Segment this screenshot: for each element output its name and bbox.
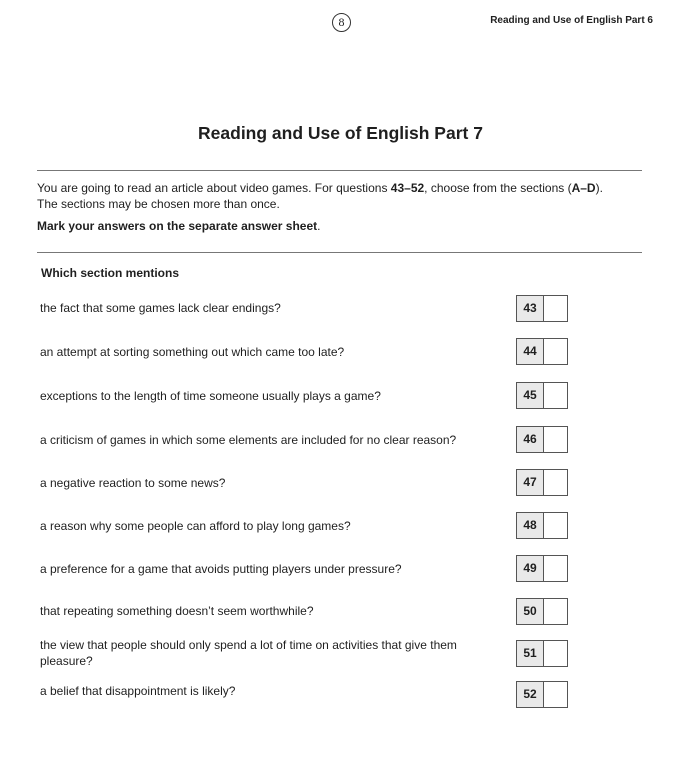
answer-slot[interactable] — [544, 383, 567, 408]
instructions — [37, 181, 647, 212]
answer-box[interactable] — [516, 512, 568, 539]
running-header: Reading and Use of English Part 6 — [490, 15, 653, 26]
divider-top — [37, 170, 642, 171]
answer-slot[interactable] — [544, 339, 567, 364]
answer-slot[interactable] — [544, 513, 567, 538]
question-range: 43–52 — [390, 181, 425, 195]
answer-slot[interactable] — [544, 682, 567, 707]
answer-slot[interactable] — [544, 556, 567, 581]
question-number: 48 — [517, 513, 544, 538]
answer-box[interactable] — [516, 640, 568, 667]
question-number: 49 — [517, 556, 544, 581]
mark-answers-period: . — [317, 219, 321, 233]
question-number: 46 — [517, 427, 544, 452]
question-number: 44 — [517, 339, 544, 364]
question-text: a preference for a game that avoids putting players under pressure? — [40, 562, 402, 576]
question-number: 43 — [517, 296, 544, 321]
instructions-text: The sections may be chosen more than once. — [37, 196, 280, 211]
divider-bottom — [37, 252, 642, 253]
question-text: a belief that disappointment is likely? — [40, 684, 236, 698]
answer-box[interactable] — [516, 426, 568, 453]
question-text: an attempt at sorting something out which came too late? — [40, 345, 345, 359]
answer-box[interactable] — [516, 598, 568, 625]
question-text: that repeating something doesn’t seem worthwhile? — [40, 604, 314, 618]
section-heading: Which section mentions — [41, 266, 180, 280]
instructions-text: ). — [595, 181, 603, 195]
instructions-text: You are going to read an article about video games. For questions — [37, 181, 391, 195]
answer-box[interactable] — [516, 295, 568, 322]
mark-answers-text: Mark your answers on the separate answer sheet — [37, 219, 318, 233]
answer-box[interactable] — [516, 555, 568, 582]
question-text: a criticism of games in which some elements are included for no clear reason? — [40, 433, 457, 447]
question-number: 50 — [517, 599, 544, 624]
page-number: 8 — [332, 13, 351, 32]
question-number: 45 — [517, 383, 544, 408]
answer-box[interactable] — [516, 382, 568, 409]
answer-slot[interactable] — [544, 427, 567, 452]
question-number: 47 — [517, 470, 544, 495]
answer-box[interactable] — [516, 469, 568, 496]
sections-range: A–D — [571, 181, 596, 195]
page-title: Reading and Use of English Part 7 — [198, 123, 483, 143]
instructions-text: , choose from the sections ( — [424, 181, 572, 195]
answer-slot[interactable] — [544, 599, 567, 624]
question-number: 52 — [517, 682, 544, 707]
question-text: exceptions to the length of time someone usually plays a game? — [40, 389, 381, 403]
answer-slot[interactable] — [544, 470, 567, 495]
answer-slot[interactable] — [544, 296, 567, 321]
question-text: the view that people should only spend a lot of time on activities that give them pleasure? — [40, 638, 457, 668]
question-text: a reason why some people can afford to play long games? — [40, 519, 351, 533]
answer-box[interactable] — [516, 681, 568, 708]
answer-slot[interactable] — [544, 641, 567, 666]
answer-box[interactable] — [516, 338, 568, 365]
mark-answers-instruction — [37, 219, 320, 233]
question-number: 51 — [517, 641, 544, 666]
question-text: a negative reaction to some news? — [40, 476, 226, 490]
question-text: the fact that some games lack clear endings? — [40, 301, 281, 315]
